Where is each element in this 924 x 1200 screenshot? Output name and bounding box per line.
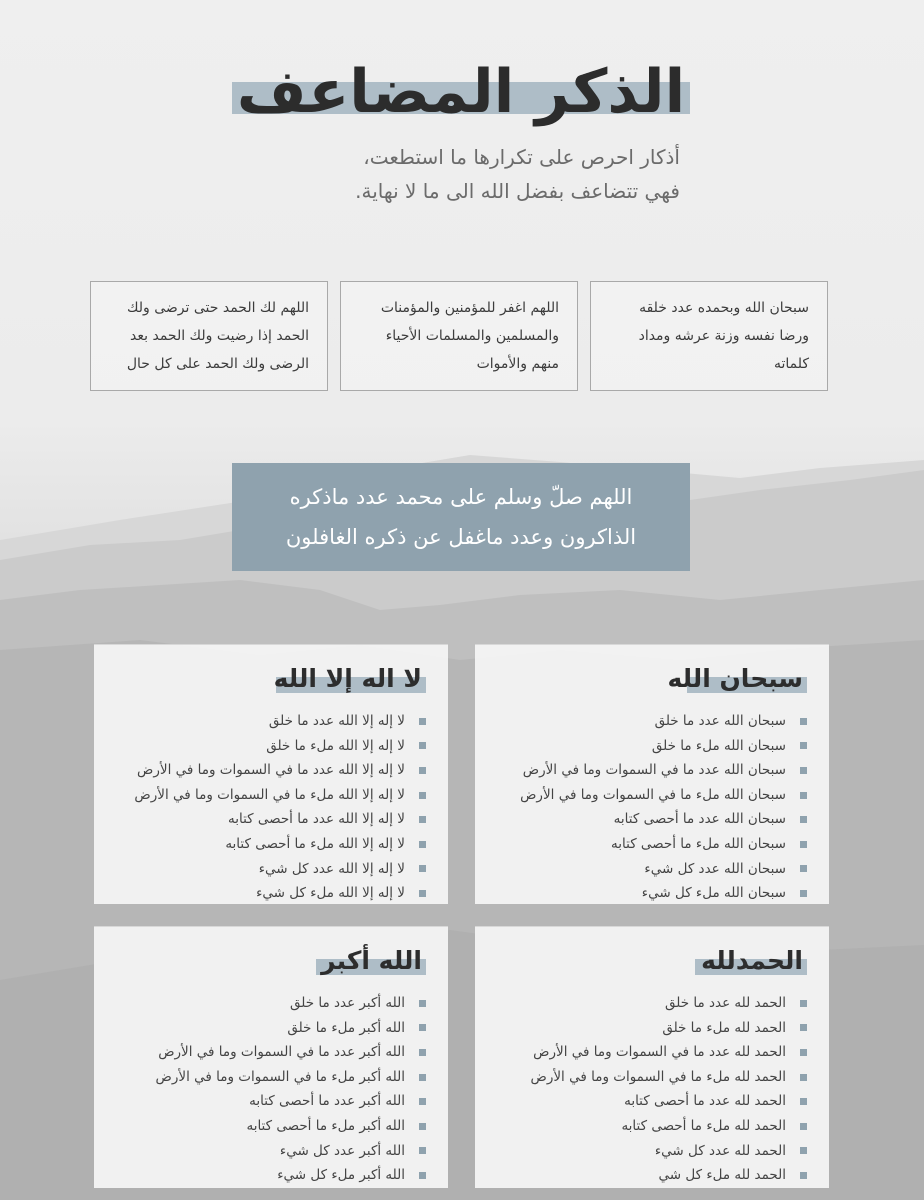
bullet-icon: [800, 1172, 807, 1179]
list-item: الحمد لله ملء ما في السموات وما في الأرض: [493, 1065, 807, 1090]
bullet-icon: [800, 1049, 807, 1056]
bullet-icon: [419, 742, 426, 749]
dhikr-box-text: اللهم لك الحمد حتى ترضى ولك الحمد إذا رضيت ولك الحمد بعد الرضى ولك الحمد على كل حال: [126, 300, 309, 372]
bullet-icon: [800, 792, 807, 799]
list-item: الحمد لله ملء ما أحصى كتابه: [493, 1114, 807, 1139]
salawat-banner: [232, 463, 690, 571]
dhikr-list: [493, 991, 807, 1188]
list-item: الحمد لله ملء كل شي: [493, 1163, 807, 1188]
list-item: الله أكبر عدد ما خلق: [112, 991, 426, 1016]
dhikr-box-text: اللهم اغفر للمؤمنين والمؤمنات والمسلمين والمسلمات الأحياء منهم والأموات: [380, 300, 559, 372]
bullet-icon: [419, 767, 426, 774]
list-item: الحمد لله عدد كل شيء: [493, 1139, 807, 1164]
list-item: الله أكبر عدد ما في السموات وما في الأرض: [112, 1040, 426, 1065]
bullet-icon: [800, 816, 807, 823]
list-item: لا إله إلا الله عدد ما خلق: [112, 709, 426, 734]
list-item: الحمد لله ملء ما خلق: [493, 1016, 807, 1041]
bullet-icon: [419, 890, 426, 897]
list-item: لا إله إلا الله ملء كل شيء: [112, 881, 426, 906]
list-item: الله أكبر ملء ما خلق: [112, 1016, 426, 1041]
dhikr-list: [493, 709, 807, 906]
list-item: سبحان الله عدد ما أحصى كتابه: [493, 807, 807, 832]
dhikr-box-text: سبحان الله وبحمده عدد خلقه ورضا نفسه وزنة عرشه ومداد كلماته: [638, 300, 809, 372]
card-title: الله أكبر: [321, 946, 422, 975]
bullet-icon: [419, 1123, 426, 1130]
bullet-icon: [800, 1098, 807, 1105]
dhikr-box-istighfar: [340, 281, 578, 391]
bullet-icon: [800, 1024, 807, 1031]
list-item: سبحان الله ملء ما في السموات وما في الأرض: [493, 783, 807, 808]
list-item: لا إله إلا الله ملء ما أحصى كتابه: [112, 832, 426, 857]
salawat-line-2: الذاكرون وعدد ماغفل عن ذكره الغافلون: [285, 525, 637, 549]
card-header: [493, 941, 807, 981]
bullet-icon: [419, 1172, 426, 1179]
bullet-icon: [800, 1074, 807, 1081]
bullet-icon: [800, 767, 807, 774]
bullet-icon: [419, 865, 426, 872]
bullet-icon: [419, 1074, 426, 1081]
bullet-icon: [800, 742, 807, 749]
list-item: سبحان الله عدد ما في السموات وما في الأرض: [493, 758, 807, 783]
card-header: [112, 659, 426, 699]
bullet-icon: [800, 841, 807, 848]
card-header: [493, 659, 807, 699]
card-allahu-akbar: [94, 926, 448, 1188]
bullet-icon: [800, 1000, 807, 1007]
bullet-icon: [419, 1147, 426, 1154]
bullet-icon: [419, 816, 426, 823]
bullet-icon: [419, 841, 426, 848]
bullet-icon: [800, 890, 807, 897]
page-title: الذكر المضاعف: [236, 57, 686, 127]
bullet-icon: [419, 1049, 426, 1056]
card-header: [112, 941, 426, 981]
bullet-icon: [419, 792, 426, 799]
list-item: لا إله إلا الله عدد كل شيء: [112, 857, 426, 882]
bullet-icon: [800, 865, 807, 872]
list-item: سبحان الله ملء ما خلق: [493, 734, 807, 759]
bullet-icon: [419, 1098, 426, 1105]
dhikr-list: [112, 709, 426, 906]
list-item: الله أكبر ملء كل شيء: [112, 1163, 426, 1188]
salawat-text: [251, 477, 671, 557]
bullet-icon: [419, 718, 426, 725]
list-item: الحمد لله عدد ما في السموات وما في الأرض: [493, 1040, 807, 1065]
list-item: لا إله إلا الله عدد ما في السموات وما في الأرض: [112, 758, 426, 783]
card-title: الحمدلله: [701, 946, 803, 975]
card-alhamdulillah: [475, 926, 829, 1188]
bullet-icon: [800, 1147, 807, 1154]
card-subhan-allah: [475, 644, 829, 904]
bullet-icon: [800, 1123, 807, 1130]
list-item: سبحان الله عدد كل شيء: [493, 857, 807, 882]
list-item: لا إله إلا الله عدد ما أحصى كتابه: [112, 807, 426, 832]
list-item: الحمد لله عدد ما أحصى كتابه: [493, 1089, 807, 1114]
bullet-icon: [800, 718, 807, 725]
dhikr-box-hamd: [90, 281, 328, 391]
list-item: الله أكبر ملء ما أحصى كتابه: [112, 1114, 426, 1139]
list-item: الله أكبر ملء ما في السموات وما في الأرض: [112, 1065, 426, 1090]
list-item: سبحان الله عدد ما خلق: [493, 709, 807, 734]
list-item: الحمد لله عدد ما خلق: [493, 991, 807, 1016]
card-tahlil: [94, 644, 448, 904]
list-item: لا إله إلا الله ملء ما في السموات وما في الأرض: [112, 783, 426, 808]
list-item: الله أكبر عدد ما أحصى كتابه: [112, 1089, 426, 1114]
list-item: سبحان الله ملء ما أحصى كتابه: [493, 832, 807, 857]
list-item: الله أكبر عدد كل شيء: [112, 1139, 426, 1164]
bullet-icon: [419, 1024, 426, 1031]
dhikr-list: [112, 991, 426, 1188]
card-title: سبحان الله: [667, 664, 803, 693]
bullet-icon: [419, 1000, 426, 1007]
card-title: لا اله إلا الله: [273, 664, 422, 693]
page-subtitle: أذكار احرص على تكرارها ما استطعت، فهي تتضاعف بفضل الله الى ما لا نهاية.: [355, 145, 680, 203]
salawat-line-1: اللهم صلّ وسلم على محمد عدد ماذكره: [289, 485, 633, 509]
dhikr-box-subhan-wabihamdih: [590, 281, 828, 391]
list-item: سبحان الله ملء كل شيء: [493, 881, 807, 906]
list-item: لا إله إلا الله ملء ما خلق: [112, 734, 426, 759]
